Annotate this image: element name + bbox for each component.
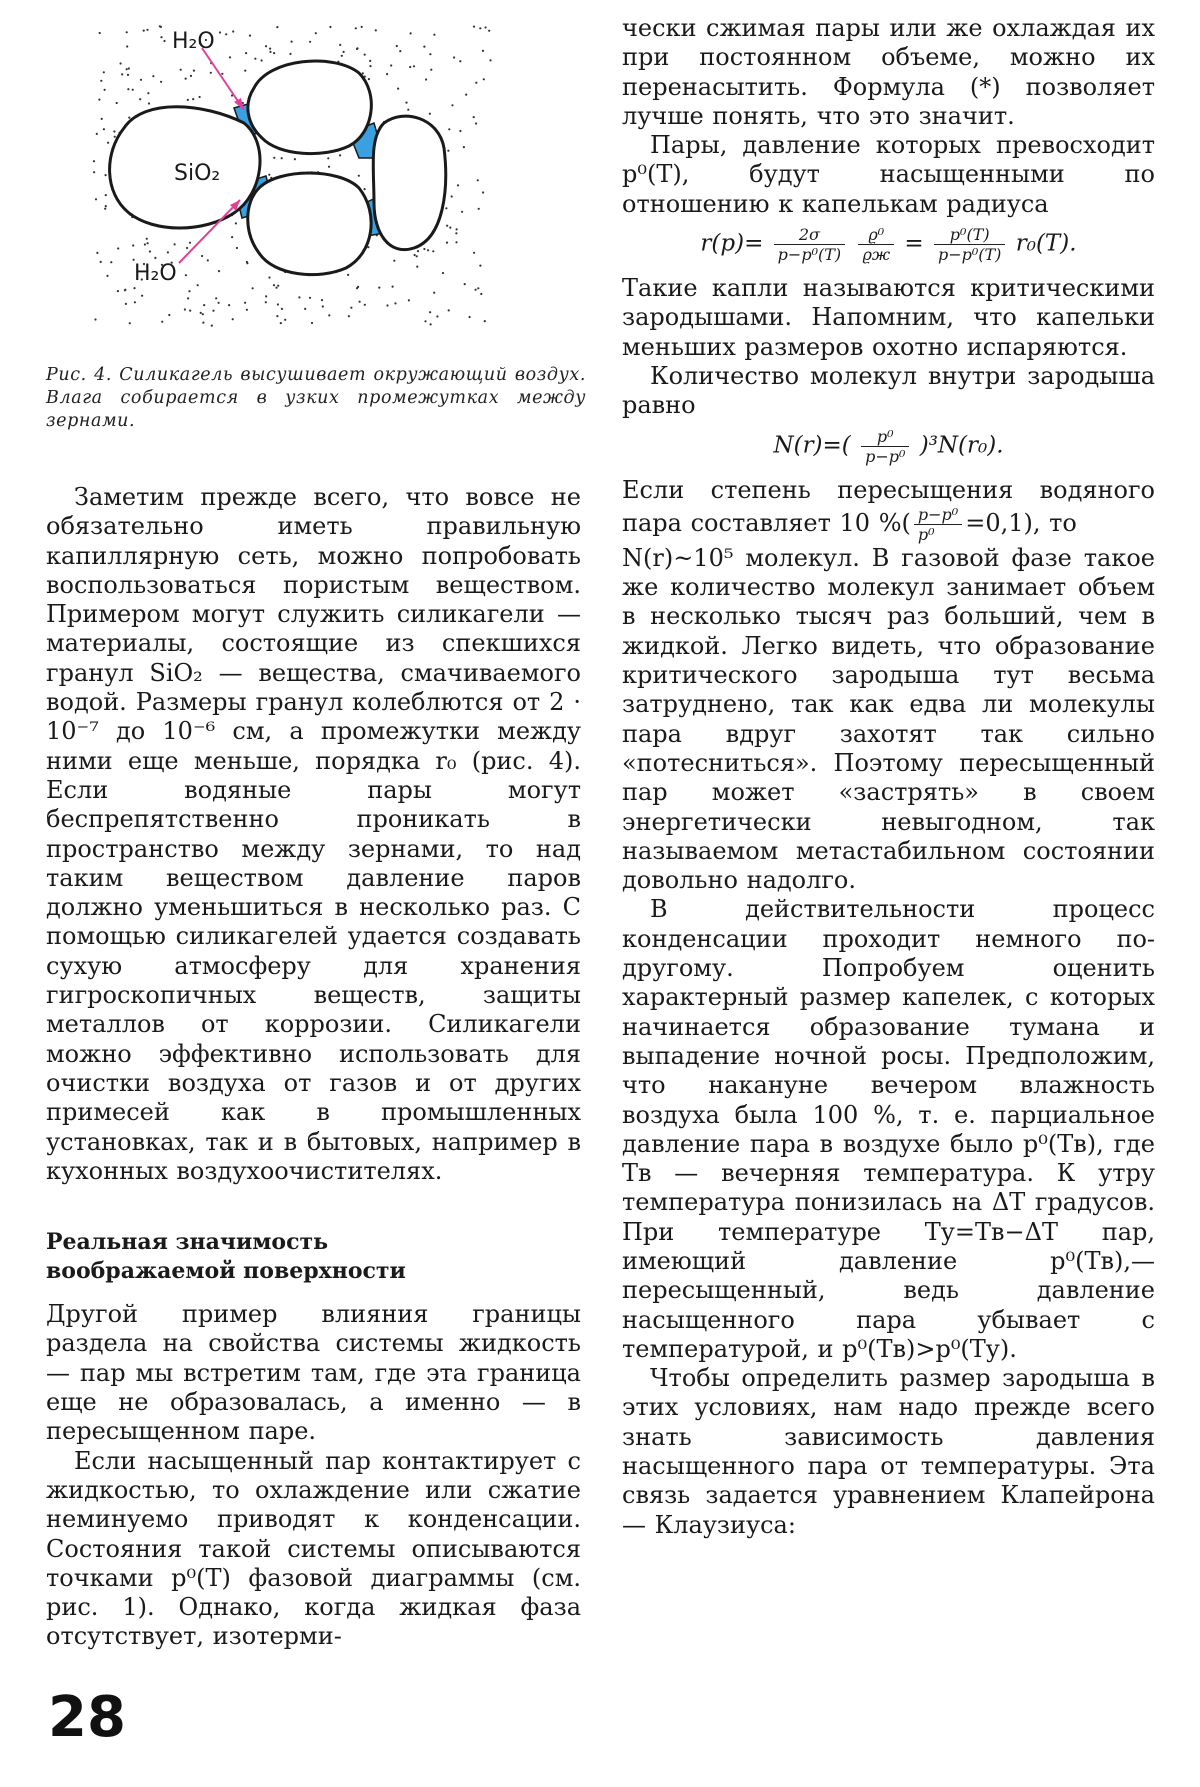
air-dot [193,70,195,72]
air-dot [315,32,317,34]
air-dot [232,318,234,320]
air-dot [309,41,311,43]
air-dot [478,208,480,210]
air-dot [93,160,95,162]
air-dot [268,174,270,176]
air-dot [110,261,112,263]
air-dot [451,104,453,106]
air-dot [265,301,267,303]
air-dot [473,252,475,254]
air-dot [129,322,131,324]
air-dot [126,45,128,47]
air-dot [215,297,217,299]
air-dot [117,290,119,292]
air-dot [427,249,429,251]
air-dot [355,27,357,29]
text-part: , то [1032,508,1077,537]
air-dot [249,35,251,37]
air-dot [409,66,411,68]
air-dot [120,62,122,64]
paragraph-supersaturate: чески сжимая пары или же охлаждая их при постоянном объеме, можно их перенасытить. Формула (*) позволяет лучше понять, что это значит. [622,14,1155,130]
air-dot [235,222,237,224]
air-dot [347,274,349,276]
air-dot [160,36,162,38]
air-dot [386,304,388,306]
air-dot [445,207,447,209]
air-dot [425,78,427,80]
air-dot [364,188,366,190]
air-dot [364,304,366,306]
air-dot [416,255,418,257]
section-heading-line1: Реальная значимость [46,1229,329,1256]
air-dot [455,232,457,234]
air-dot [442,272,444,274]
air-dot [128,117,130,119]
air-dot [461,211,463,213]
air-dot [201,255,203,257]
air-dot [167,251,169,253]
air-dot [369,60,371,62]
air-dot [457,184,459,186]
air-dot [207,259,209,261]
formula-molecule-count [622,427,1155,466]
air-dot [221,73,223,75]
label-h2o-bottom: H₂O [134,261,177,286]
air-dot [433,34,435,36]
air-dot [188,290,190,292]
paragraph-clapeyron: Чтобы определить размер зародыша в этих условиях, нам надо прежде всего знать зависимость давления насыщенного пара от температуры. Эта связь задается уравнением Клапейрона — Клаузиуса: [622,1364,1155,1539]
air-dot [99,32,101,34]
air-dot [132,89,134,91]
air-dot [304,308,306,310]
air-dot [187,99,189,101]
air-dot [413,65,415,67]
label-sio2: SiO₂ [174,161,221,186]
paragraph-interface-example: Другой пример влияния границы раздела на свойства системы жидкость — пар мы встретим там, где эта граница еще не образовалась, а именно — в пересыщенном паре. [46,1300,581,1446]
air-dot [446,225,448,227]
air-dot [407,109,409,111]
air-dot [146,238,148,240]
page-number: 28 [48,1685,126,1750]
air-dot [180,69,182,71]
air-dot [321,299,323,301]
air-dot [252,287,254,289]
air-dot [124,289,126,291]
air-dot [107,142,109,144]
air-dot [128,67,130,69]
air-dot [168,314,170,316]
left-column [46,483,581,1652]
air-dot [449,227,451,229]
air-dot [482,50,484,52]
air-dot [479,265,481,267]
air-dot [463,146,465,148]
air-dot [126,68,128,70]
air-dot [378,287,380,289]
air-dot [448,128,450,130]
frac-den: ϱж [862,245,891,265]
air-dot [397,88,399,90]
air-dot [134,301,136,303]
air-dot [187,297,189,299]
section-heading-line2: воображаемой поверхности [46,1258,406,1285]
air-dot [141,295,143,297]
air-dot [311,322,313,324]
air-dot [231,236,233,238]
air-dot [261,59,263,61]
air-dot [343,51,345,53]
paragraph-condensation-process: В действительности процесс конденсации проходит немного по-другому. Попробуем оценить характерный размер капелек, с которых начинается образование тумана и выпадение ночной росы. Предположим, что накануне вечером влажность воздуха была 100 %, т. е. парциальное давление пара в воздухе было p⁰(Tв), где Tв — вечерняя температура. К утру температура понизилась на ΔT градусов. При температуре Tу=Tв−ΔT пар, имеющий давление p⁰(Tв),— пересыщенный, ведь давление насыщенного пара убывает с температурой, и p⁰(Tв)>p⁰(Tу). [622,895,1155,1363]
air-dot [192,98,194,100]
air-dot [294,158,296,160]
air-dot [225,33,227,35]
figure-silica-gel [84,18,534,348]
frac-num: p⁰ [861,427,909,447]
paragraph-silica-gel: Заметим прежде всего, что вовсе не обязательно иметь правильную капиллярную сеть, можно попробовать воспользоваться пористым веществом. Примером могут служить силикагели — материалы, состоящие из спекшихся гранул SiO₂ — вещества, смачиваемого водой. Размеры гранул колеблются от 2 · 10⁻⁷ до 10⁻⁶ см, а промежутки между ними еще меньше, порядка r₀ (рис. 4). Если водяные пары могут беспрепятственно проникать в пространство между зернами, то над таким веществом давление паров должно уменьшиться в несколько раз. С помощью силикагелей удается создавать сухую атмосферу для хранения гигроскопичных веществ, защиты металлов от коррозии. Силикагели можно эффективно использовать для очистки воздуха от газов и от других примесей как в промышленных установках, так и в бытовых, например в кухонных воздухоочистителях. [46,483,581,1185]
air-dot [386,73,388,75]
air-dot [298,296,300,298]
paragraph-supersaturation-degree: Если степень пересыщения водяного пара составляет 10 %( $\frac{\text{p−p⁰}}{\text{p⁰}}$ =0,1), то [622,475,1155,544]
air-dot [105,194,107,196]
air-dot [394,302,396,304]
air-dot [423,46,425,48]
air-dot [94,318,96,320]
air-dot [139,98,141,100]
air-dot [436,315,438,317]
air-dot [396,45,398,47]
air-dot [246,261,248,263]
air-dot [202,322,204,324]
air-dot [160,81,162,83]
air-dot [254,58,256,60]
air-dot [105,205,107,207]
air-dot [410,32,412,34]
air-dot [322,305,324,307]
air-dot [289,53,291,55]
air-dot [93,171,95,173]
air-dot [126,31,128,33]
air-dot [203,304,205,306]
formula-eq: = [904,230,924,257]
air-dot [328,166,330,168]
air-dot [477,179,479,181]
air-dot [116,102,118,104]
air-dot [281,157,283,159]
air-dot [484,320,486,322]
air-dot [152,75,154,77]
air-dot [392,286,394,288]
air-dot [485,26,487,28]
air-dot [189,310,191,312]
air-dot [273,52,275,54]
paragraph-metastable: N(r)~10⁵ молекул. В газовой фазе такое же количество молекул занимает объем в несколько тысяч раз больший, чем в жидкой. Легко видеть, что образование критического зародыша тут весьма затруднено, так как едва ли молекулы пара вдруг захотят так сильно «потесниться». Поэтому пересыщенный пар может «застрять» в своем энергетически невыгодном, так называемом метастабильном состоянии довольно надолго. [622,543,1155,895]
air-dot [284,319,286,321]
air-dot [417,250,419,252]
air-dot [339,154,341,156]
air-dot [328,314,330,316]
air-dot [100,80,102,82]
air-dot [277,303,279,305]
air-dot [464,283,466,285]
air-dot [368,78,370,80]
air-dot [197,284,199,286]
air-dot [269,51,271,53]
air-dot [211,325,213,327]
air-dot [96,133,98,135]
air-dot [489,59,491,61]
air-dot [144,243,146,245]
label-h2o-top: H₂O [172,29,215,54]
air-dot [480,293,482,295]
air-dot [473,26,475,28]
air-dot [265,295,267,297]
air-dot [432,250,434,252]
air-dot [424,320,426,322]
grain-top [248,61,371,154]
air-dot [469,316,471,318]
air-dot [163,40,165,42]
air-dot [265,45,267,47]
air-dot [244,302,246,304]
air-dot [451,195,453,197]
air-dot [393,260,395,262]
air-dot [232,30,234,32]
air-dot [268,276,270,278]
air-dot [113,130,115,132]
air-dot [160,26,162,28]
air-dot [456,228,458,230]
formula-rhs: r₀(T). [1015,230,1077,257]
frac-num: ϱ⁰ [858,225,894,245]
air-dot [361,26,363,28]
air-dot [329,26,331,28]
air-dot [245,52,247,54]
grain-bottom [248,173,371,275]
air-dot [375,29,377,31]
air-dot [280,322,282,324]
air-dot [148,102,150,104]
air-dot [185,274,187,276]
air-dot [364,54,366,56]
air-dot [390,64,392,66]
air-dot [219,31,221,33]
formula-rhs: )³N(r₀). [919,432,1004,459]
air-dot [408,299,410,301]
air-dot [475,122,477,124]
air-dot [309,297,311,299]
air-dot [202,313,204,315]
air-dot [133,287,135,289]
air-dot [140,79,142,81]
air-dot [105,174,107,176]
air-dot [416,266,418,268]
air-dot [106,275,108,277]
air-dot [327,157,329,159]
air-dot [356,287,358,289]
air-dot [104,208,106,210]
air-dot [114,136,116,138]
formula-critical-radius [622,225,1155,264]
frac-den: p−p⁰(T) [777,245,842,265]
air-dot [147,242,149,244]
air-dot [185,78,187,80]
air-dot [125,303,127,305]
air-dot [246,309,248,311]
frac-den: p−p⁰ [865,446,906,466]
text-part: Если степень пересыщения водяного пара составляет 10 % [622,475,1155,537]
air-dot [146,29,148,31]
grain-right [373,116,445,249]
air-dot [199,96,201,98]
air-dot [429,311,431,313]
frac-den: p⁰ [917,524,935,544]
air-dot [429,53,431,55]
air-dot [218,302,220,304]
air-dot [277,285,279,287]
air-dot [96,252,98,254]
air-dot [218,270,220,272]
air-dot [161,321,163,323]
air-dot [236,247,238,249]
silica-grains-diagram [84,18,534,348]
air-dot [356,47,358,49]
air-dot [479,27,481,29]
air-dot [429,113,431,115]
air-dot [103,128,105,130]
air-dot [459,60,461,62]
frac-num: 2σ [774,225,845,245]
air-dot [275,287,277,289]
air-dot [103,71,105,73]
paragraph-critical-radius: Пары, давление которых превосходит p⁰(T), будут насыщенными по отношению к капелькам радиуса [622,131,1155,218]
air-dot [98,99,100,101]
air-dot [189,242,191,244]
frac-den: p−p⁰(T) [937,245,1002,265]
air-dot [348,315,350,317]
air-dot [475,82,477,84]
air-dot [359,301,361,303]
air-dot [276,26,278,28]
air-dot [104,89,106,91]
figure-caption: Рис. 4. Силикагель высушивает окружающий воздух. Влага собирается в узких промежутках между зернами. [46,365,586,431]
air-dot [100,261,102,263]
air-dot [369,65,371,67]
air-dot [483,78,485,80]
air-dot [477,287,479,289]
air-dot [210,72,212,74]
air-dot [459,130,461,132]
air-dot [448,309,450,311]
air-dot [154,257,156,259]
air-dot [358,175,360,177]
air-dot [291,41,293,43]
air-dot [149,250,151,252]
paragraph-critical-nuclei: Такие капли называются критическими зародышами. Напомним, что капельки меньших размеров охотно испаряются. [622,274,1155,361]
air-dot [433,292,435,294]
air-dot [465,94,467,96]
air-dot [475,289,477,291]
air-dot [127,74,129,76]
air-dot [339,44,341,46]
air-dot [244,70,246,72]
air-dot [414,254,416,256]
air-dot [399,50,401,52]
air-dot [447,150,449,152]
air-dot [281,308,283,310]
paragraph-saturated-vapor: Если насыщенный пар контактирует с жидкостью, то охлаждение или сжатие неминуемо приводят к конденсации. Состояния такой системы описываются точками p⁰(T) фазовой диаграммы (см. рис. 1). Однако, когда жидкая фаза отсутствует, изотерми- [46,1446,581,1651]
formula-lhs: N(r)=( [773,432,851,459]
right-column [622,14,1155,1540]
air-dot [341,55,343,57]
air-dot [273,157,275,159]
air-dot [430,323,432,325]
air-dot [200,312,202,314]
air-dot [482,191,484,193]
air-dot [276,315,278,317]
air-dot [423,248,425,250]
frac-num: p⁰(T) [934,225,1005,245]
air-dot [488,30,490,32]
frac-num: p−p⁰ [914,505,962,525]
air-dot [184,308,186,310]
air-dot [229,56,231,58]
text-part: =0,1 [965,508,1024,537]
air-dot [147,92,149,94]
air-dot [101,118,103,120]
air-dot [132,244,134,246]
air-dot [269,48,271,50]
paragraph-molecule-count: Количество молекул внутри зародыша равно [622,361,1155,420]
formula-lhs: r(p)= [700,230,764,257]
air-dot [127,88,129,90]
air-dot [186,247,188,249]
air-dot [273,284,275,286]
air-dot [473,116,475,118]
air-dot [174,243,176,245]
air-dot [143,30,145,32]
air-dot [350,307,352,309]
air-dot [453,56,455,58]
air-dot [190,75,192,77]
air-dot [121,73,123,75]
air-dot [430,69,432,71]
air-dot [212,310,214,312]
air-dot [117,247,119,249]
air-dot [228,304,230,306]
air-dot [446,242,448,244]
air-dot [405,102,407,104]
air-dot [455,241,457,243]
air-dot [95,198,97,200]
